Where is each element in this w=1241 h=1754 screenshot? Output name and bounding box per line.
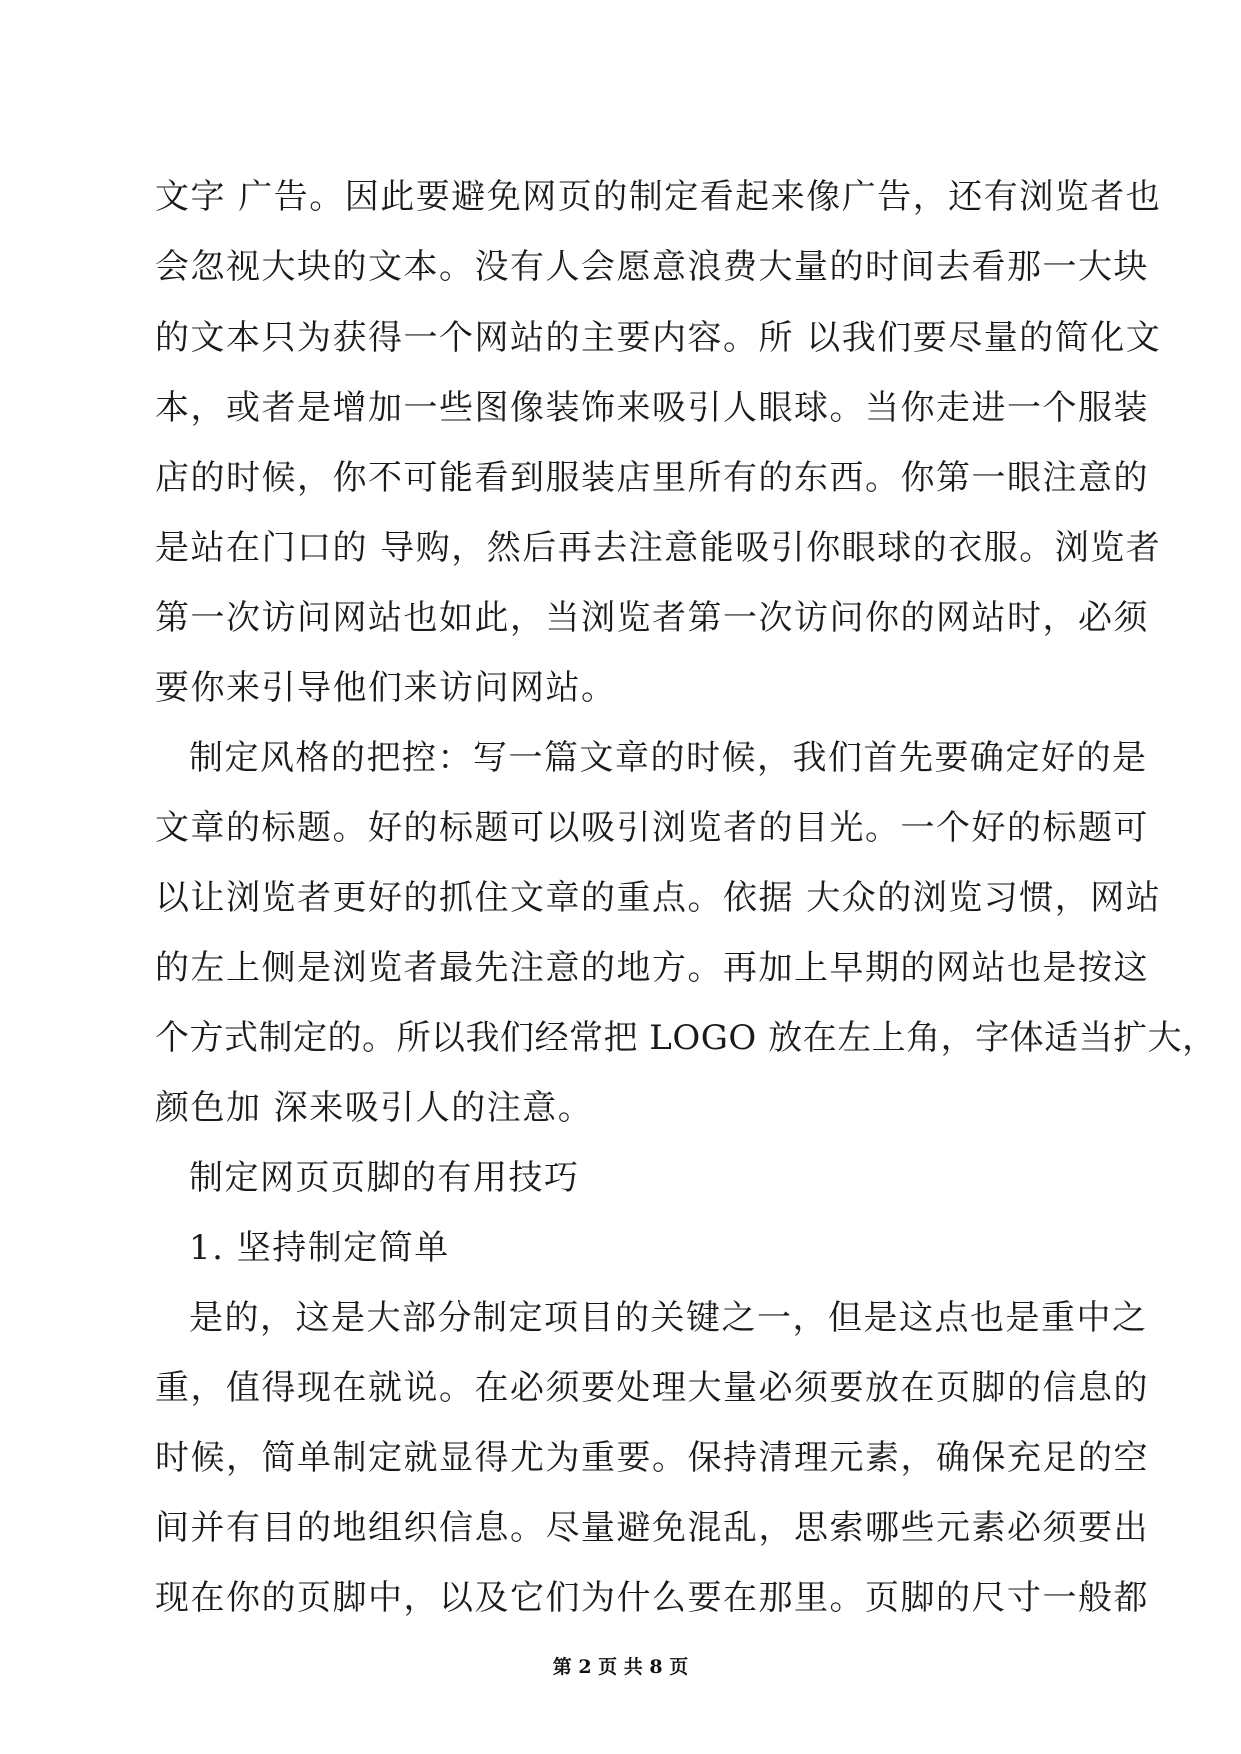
body-line: 的左上侧是浏览者最先注意的地方。再加上早期的网站也是按这 (155, 948, 1149, 988)
body-line: 会忽视大块的文本。没有人会愿意浪费大量的时间去看那一大块 (155, 247, 1149, 287)
body-line: 文字 广告。因此要避免网页的制定看起来像广告，还有浏览者也 (155, 177, 1162, 217)
body-line: 第一次访问网站也如此，当浏览者第一次访问你的网站时，必须 (155, 598, 1149, 638)
body-line: 时候，简单制定就显得尤为重要。保持清理元素，确保充足的空 (155, 1438, 1149, 1478)
body-line: 是的，这是大部分制定项目的关键之一，但是这点也是重中之 (189, 1298, 1148, 1338)
body-line: 是站在门口的 导购，然后再去注意能吸引你眼球的衣服。浏览者 (155, 528, 1162, 568)
body-line: 重，值得现在就说。在必须要处理大量必须要放在页脚的信息的 (155, 1368, 1149, 1408)
page-number-footer: 第 2 页 共 8 页 (552, 1656, 689, 1678)
body-line: 店的时候，你不可能看到服装店里所有的东西。你第一眼注意的 (155, 458, 1149, 498)
body-line: 的文本只为获得一个网站的主要内容。所 以我们要尽量的简化文 (155, 318, 1162, 358)
body-line: 制定风格的把控：写一篇文章的时候，我们首先要确定好的是 (189, 738, 1148, 778)
body-line: 以让浏览者更好的抓住文章的重点。依据 大众的浏览习惯，网站 (155, 878, 1162, 918)
body-line: 文章的标题。好的标题可以吸引浏览者的目光。一个好的标题可 (155, 808, 1149, 848)
body-line: 现在你的页脚中，以及它们为什么要在那里。页脚的尺寸一般都 (155, 1578, 1149, 1618)
body-line: 个方式制定的。所以我们经常把 LOGO 放在左上角，字体适当扩大， (155, 1018, 1217, 1058)
body-line: 本，或者是增加一些图像装饰来吸引人眼球。当你走进一个服装 (155, 388, 1149, 428)
body-line: 要你来引导他们来访问网站。 (155, 668, 617, 708)
body-line: 颜色加 深来吸引人的注意。 (155, 1088, 594, 1128)
body-line: 间并有目的地组织信息。尽量避免混乱，思索哪些元素必须要出 (155, 1508, 1149, 1548)
subsection-heading: 1. 坚持制定简单 (189, 1228, 450, 1268)
section-heading: 制定网页页脚的有用技巧 (189, 1158, 580, 1198)
